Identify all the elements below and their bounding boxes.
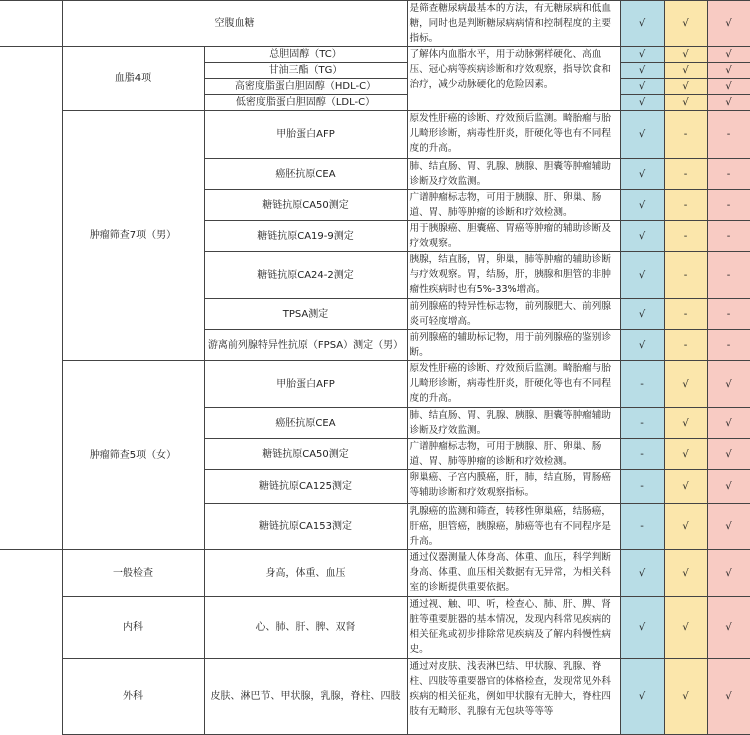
table-row [0,361,750,408]
package-1-mark: √ [620,299,664,330]
package-2-mark: - [664,330,707,361]
package-3-mark: √ [707,361,750,408]
package-3-mark: √ [707,470,750,504]
package-1-mark: √ [620,330,664,361]
package-1-mark: √ [620,159,664,190]
item-description: 胰腺，结直肠，胃，卵巢，肺等肿瘤的辅助诊断与疗效观察。胃，结肠，肝，胰腺和胆管的非肿瘤性疾病时也有5%-33%增高。 [407,252,620,299]
category-cell [0,47,62,550]
package-2-mark: √ [664,47,707,63]
item-name: 身高，体重、血压 [204,550,407,597]
package-2-mark: - [664,299,707,330]
group-name: 肿瘤筛查7项（男） [62,111,204,361]
item-name: 甲胎蛋白AFP [204,361,407,408]
item-description: 前列腺癌的特异性标志物，前列腺肥大、前列腺炎可轻度增高。 [407,299,620,330]
package-3-mark: √ [707,95,750,111]
package-2-mark: √ [664,659,707,735]
package-3-mark: - [707,299,750,330]
item-name: 空腹血糖 [62,1,407,47]
item-name: 癌胚抗原CEA [204,159,407,190]
package-2-mark: - [664,252,707,299]
package-1-mark: √ [620,252,664,299]
table-row [0,1,750,47]
item-name: TPSA测定 [204,299,407,330]
item-description: 了解体内血脂水平，用于动脉粥样硬化、高血压、冠心病等疾病诊断和疗效观察，指导饮食和治疗，减少动脉硬化的危险因素。 [407,47,620,111]
group-name: 肿瘤筛查5项（女） [62,361,204,550]
item-name: 总胆固醇（TC） [204,47,407,63]
package-3-mark: - [707,252,750,299]
item-description: 乳腺癌的监测和筛查，转移性卵巢癌，结肠癌，肝癌，胆管癌，胰腺癌，肺癌等也有不同程序是升高。 [407,504,620,550]
item-description: 用于胰腺癌、胆囊癌、胃癌等肿瘤的辅助诊断及疗效观察。 [407,221,620,252]
item-description: 肺、结直肠、胃、乳腺、胰腺、胆囊等肿瘤辅助诊断及疗效监测。 [407,408,620,439]
package-2-mark: - [664,111,707,159]
item-description: 广谱肿瘤标志物，可用于胰腺、肝、卵巢、肠道、胃、肺等肿瘤的诊断和疗效检测。 [407,439,620,470]
package-1-mark: √ [620,190,664,221]
item-name: 糖链抗原CA153测定 [204,504,407,550]
item-name: 糖链抗原CA125测定 [204,470,407,504]
package-3-mark: √ [707,597,750,659]
item-name: 甘油三酯（TG） [204,63,407,79]
package-2-mark: - [664,190,707,221]
package-2-mark: √ [664,470,707,504]
package-2-mark: - [664,221,707,252]
package-3-mark: √ [707,1,750,47]
package-1-mark: - [620,470,664,504]
package-2-mark: √ [664,95,707,111]
item-name: 糖链抗原CA50测定 [204,439,407,470]
item-name: 心、肺、肝、脾、双肾 [204,597,407,659]
category-cell [0,550,62,735]
item-description: 通过视、触、叩、听，检查心、肺、肝、脾、肾脏等重要脏器的基本情况，发现内科常见疾病的相关征兆或初步排除常见疾病及了解内科慢性病史。 [407,597,620,659]
category-cell [0,1,62,47]
package-2-mark: √ [664,504,707,550]
package-1-mark: √ [620,47,664,63]
package-2-mark: √ [664,439,707,470]
group-name: 内科 [62,597,204,659]
item-name: 皮肤、淋巴节、甲状腺，乳腺，脊柱、四肢 [204,659,407,735]
item-description: 是筛查糖尿病最基本的方法，有无糖尿病和低血糖，同时也是判断糖尿病病情和控制程度的主要指标。 [407,1,620,47]
package-3-mark: √ [707,659,750,735]
item-name: 糖链抗原CA19-9测定 [204,221,407,252]
table-row [0,659,750,735]
group-name: 血脂4项 [62,47,204,111]
item-name: 高密度脂蛋白胆固醇（HDL-C） [204,79,407,95]
package-2-mark: √ [664,1,707,47]
package-1-mark: √ [620,1,664,47]
item-description: 广谱肿瘤标志物，可用于胰腺、肝、卵巢、肠道、胃、肺等肿瘤的诊断和疗效检测。 [407,190,620,221]
package-3-mark: - [707,221,750,252]
package-3-mark: - [707,159,750,190]
item-name: 癌胚抗原CEA [204,408,407,439]
package-1-mark: √ [620,79,664,95]
item-description: 肺、结直肠、胃、乳腺、胰腺、胆囊等肿瘤辅助诊断及疗效监测。 [407,159,620,190]
group-name: 一般检查 [62,550,204,597]
package-3-mark: √ [707,408,750,439]
table-row [0,550,750,597]
package-2-mark: √ [664,550,707,597]
package-3-mark: √ [707,439,750,470]
package-1-mark: - [620,361,664,408]
package-1-mark: √ [620,111,664,159]
item-description: 通过仪器测量人体身高、体重、血压，科学判断身高、体重、血压相关数据有无异常，为相关科室的诊断提供重要依据。 [407,550,620,597]
package-2-mark: √ [664,79,707,95]
package-1-mark: √ [620,63,664,79]
package-1-mark: - [620,439,664,470]
table-row [0,597,750,659]
package-3-mark: √ [707,504,750,550]
package-2-mark: √ [664,597,707,659]
group-name: 外科 [62,659,204,735]
item-name: 低密度脂蛋白胆固醇（LDL-C） [204,95,407,111]
item-description: 通过对皮肤、浅表淋巴结、甲状腺、乳腺、脊柱、四肢等重要器官的体格检查，发现常见外科疾病的相关征兆，例如甲状腺有无肿大，脊柱四肢有无畸形、乳腺有无包块等等等 [407,659,620,735]
package-1-mark: - [620,408,664,439]
package-3-mark: √ [707,550,750,597]
item-description: 前列腺癌的辅助标记物，用于前列腺癌的鉴别诊断。 [407,330,620,361]
package-1-mark: √ [620,597,664,659]
table-row [0,111,750,159]
item-description: 原发性肝癌的诊断、疗效预后监测。畸胎瘤与胎儿畸形诊断，病毒性肝炎，肝硬化等也有不同程度的升高。 [407,361,620,408]
item-description: 卵巢癌、子宫内膜癌，肝，肺，结直肠，胃肠癌等辅助诊断和疗效观察指标。 [407,470,620,504]
package-3-mark: √ [707,79,750,95]
item-name: 糖链抗原CA50测定 [204,190,407,221]
package-1-mark: √ [620,659,664,735]
item-name: 游离前列腺特异性抗原（FPSA）测定（男） [204,330,407,361]
item-name: 糖链抗原CA24-2测定 [204,252,407,299]
package-3-mark: √ [707,63,750,79]
package-1-mark: - [620,504,664,550]
package-2-mark: √ [664,63,707,79]
package-1-mark: √ [620,95,664,111]
package-2-mark: √ [664,408,707,439]
item-description: 原发性肝癌的诊断、疗效预后监测。畸胎瘤与胎儿畸形诊断，病毒性肝炎，肝硬化等也有不同程度的升高。 [407,111,620,159]
package-3-mark: - [707,190,750,221]
table-row [0,47,750,63]
package-2-mark: - [664,159,707,190]
item-name: 甲胎蛋白AFP [204,111,407,159]
package-2-mark: √ [664,361,707,408]
package-1-mark: √ [620,221,664,252]
package-3-mark: √ [707,47,750,63]
package-1-mark: √ [620,550,664,597]
package-3-mark: - [707,111,750,159]
package-3-mark: - [707,330,750,361]
